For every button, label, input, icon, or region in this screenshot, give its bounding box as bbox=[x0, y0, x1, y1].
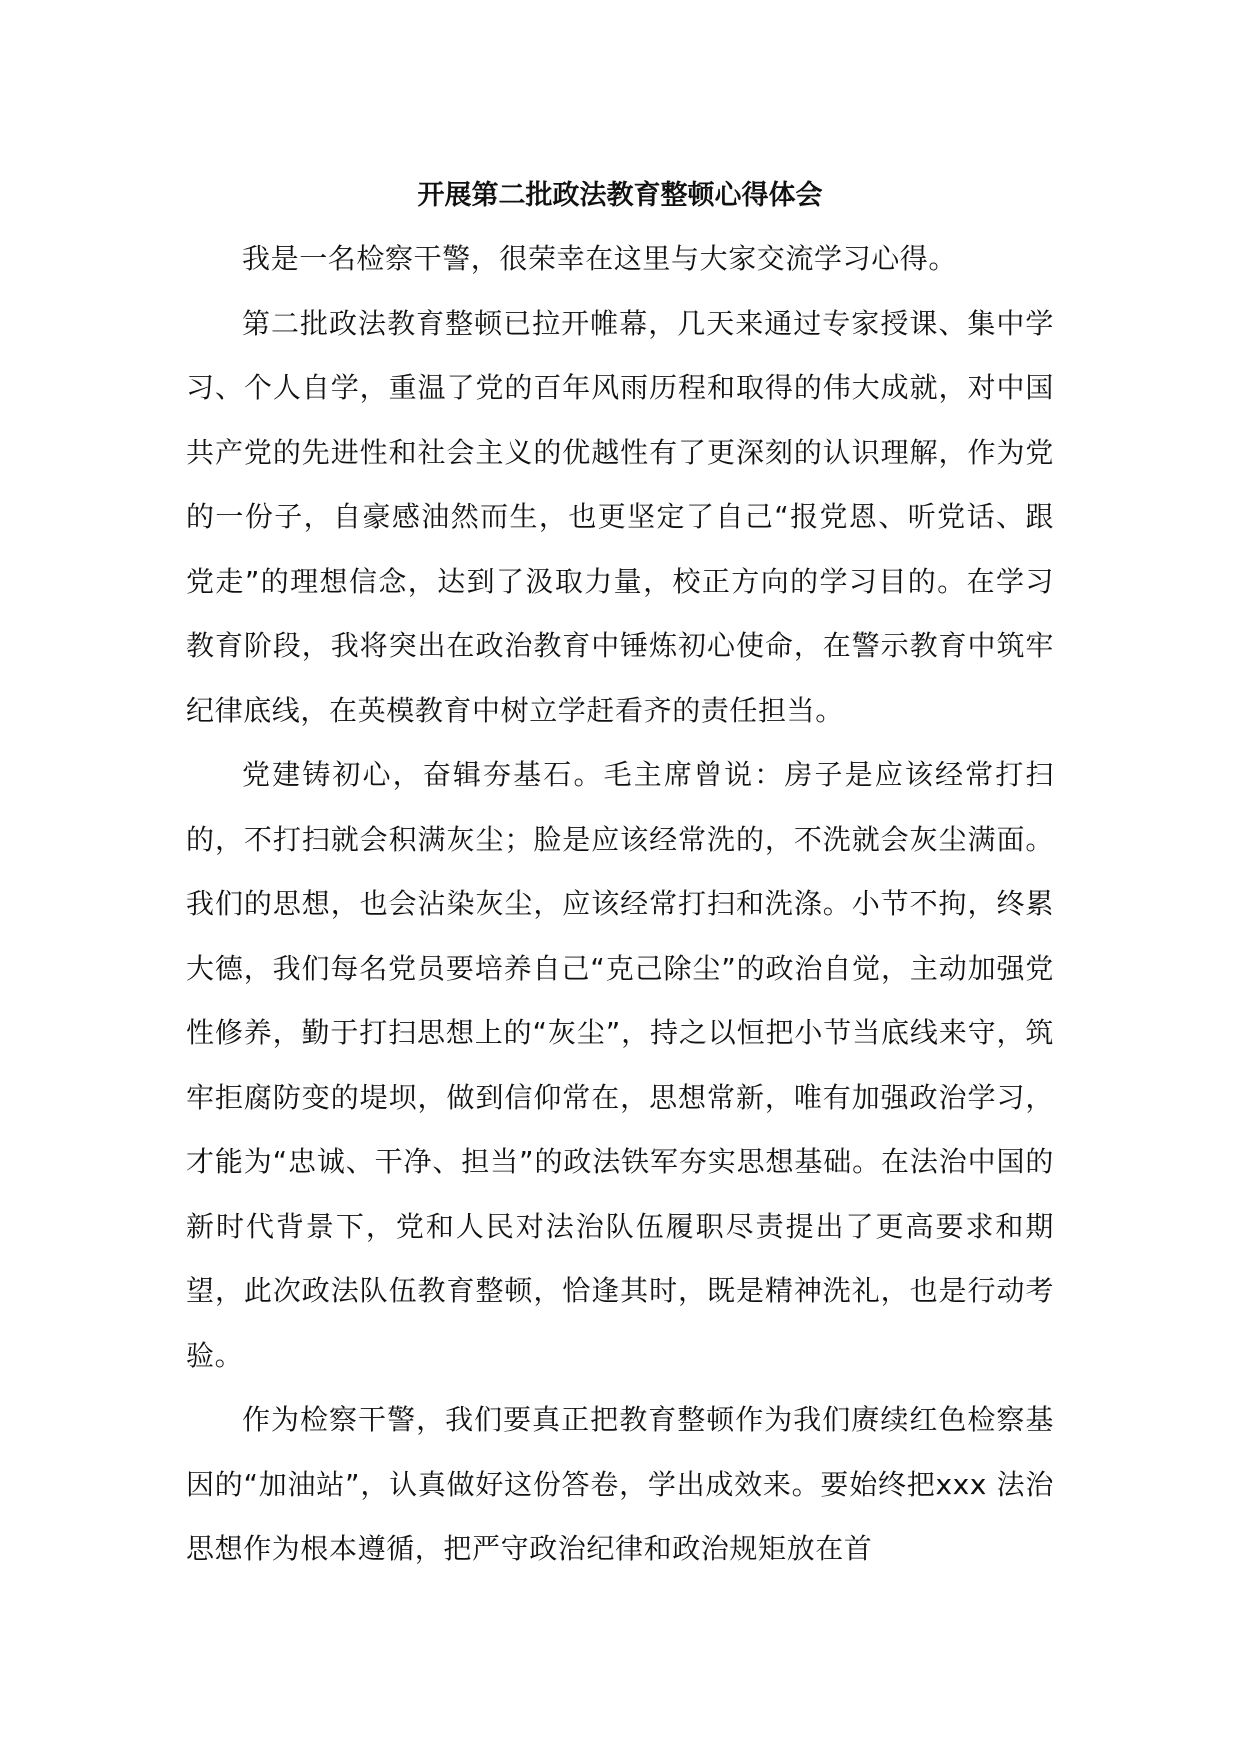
document-title: 开展第二批政法教育整顿心得体会 bbox=[417, 180, 823, 211]
paragraph-study: 第二批政法教育整顿已拉开帷幕，几天来通过专家授课、集中学习、个人自学，重温了党的百年风雨历程和取得的伟大成就，对中国共产党的先进性和社会主义的优越性有了更深刻的认识理解，作为党的一份子，自豪感油然而生，也更坚定了自己“报党恩、听党话、跟党走”的理想信念，达到了汲取力量，校正方向的学习目的。在学习教育阶段，我将突出在政治教育中锤炼初心使命，在警示教育中筑牢纪律底线，在英模教育中树立学赶看齐的责任担当。 bbox=[186, 306, 1054, 727]
paragraph-intro: 我是一名检察干警，很荣幸在这里与大家交流学习心得。 bbox=[242, 242, 958, 275]
paragraph-party-building: 党建铸初心，奋辑夯基石。毛主席曾说：房子是应该经常打扫的，不打扫就会积满灰尘；脸是应该经常洗的，不洗就会灰尘满面。我们的思想，也会沾染灰尘，应该经常打扫和洗涤。小节不拘，终累大德，我们每名党员要培养自己“克己除尘”的政治自觉，主动加强党性修养，勤于打扫思想上的“灰尘”，持之以恒把小节当底线来守，筑牢拒腐防变的堤坝，做到信仰常在，思想常新，唯有加强政治学习，才能为“忠诚、干净、担当”的政法铁军夯实思想基础。在法治中国的新时代背景下，党和人民对法治队伍履职尽责提出了更高要求和期望，此次政法队伍教育整顿，恰逢其时，既是精神洗礼，也是行动考验。 bbox=[186, 758, 1054, 1372]
paragraph-procuratorate: 作为检察干警，我们要真正把教育整顿作为我们赓续红色检察基因的“加油站”，认真做好这份答卷，学出成效来。要始终把xxx 法治思想作为根本遵循，把严守政治纪律和政治规矩放在首 bbox=[186, 1403, 1054, 1565]
document-page bbox=[186, 176, 1054, 1736]
